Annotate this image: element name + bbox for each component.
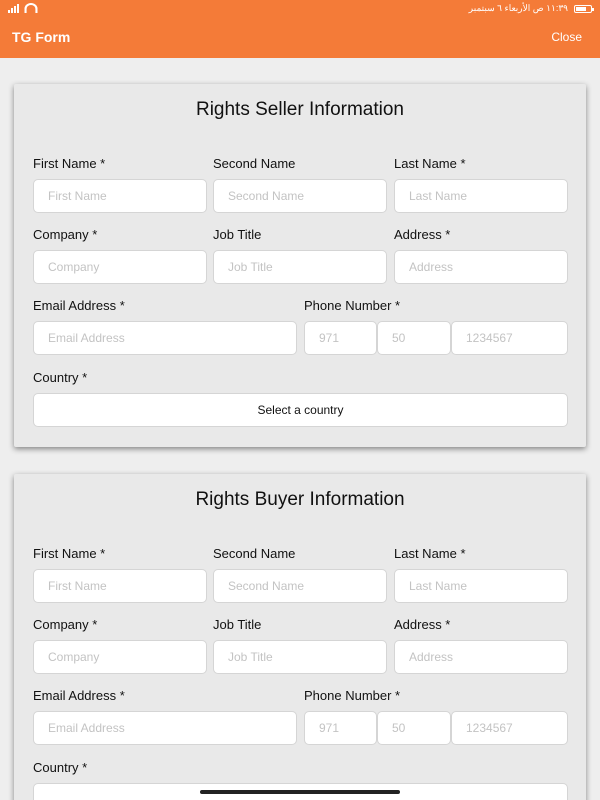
seller-address-input[interactable] bbox=[394, 250, 568, 284]
buyer-company-placeholder: Company bbox=[48, 650, 100, 664]
buyer-email-input[interactable] bbox=[33, 711, 297, 745]
status-time-date: ١١:٣٩ ص الأربعاء ٦ سبتمبر bbox=[468, 3, 568, 13]
buyer-job-title-input[interactable] bbox=[213, 640, 387, 674]
buyer-first-name-label: First Name * bbox=[33, 546, 106, 561]
seller-address-placeholder: Address bbox=[409, 260, 454, 274]
seller-phone-area-placeholder: 50 bbox=[392, 331, 406, 345]
app-title: TG Form bbox=[12, 29, 71, 45]
buyer-company-input[interactable] bbox=[33, 640, 207, 674]
buyer-first-name-placeholder: First Name bbox=[48, 579, 107, 593]
cellular-signal-icon bbox=[8, 4, 19, 13]
seller-phone-number-placeholder: 1234567 bbox=[466, 331, 513, 345]
buyer-phone-number-placeholder: 1234567 bbox=[466, 721, 513, 735]
buyer-company-label: Company * bbox=[33, 617, 98, 632]
seller-first-name-input[interactable] bbox=[33, 179, 207, 213]
seller-country-label: Country * bbox=[33, 370, 88, 385]
seller-job-title-placeholder: Job Title bbox=[228, 260, 273, 274]
seller-company-label: Company * bbox=[33, 227, 98, 242]
wifi-icon bbox=[24, 3, 37, 13]
seller-job-title-input[interactable] bbox=[213, 250, 387, 284]
seller-card-title: Rights Seller Information bbox=[195, 99, 405, 120]
battery-icon bbox=[574, 5, 592, 13]
seller-second-name-label: Second Name bbox=[213, 156, 296, 171]
seller-last-name-label: Last Name * bbox=[394, 156, 466, 171]
status-left bbox=[8, 3, 37, 13]
status-bar bbox=[0, 0, 600, 18]
buyer-phone-label: Phone Number * bbox=[304, 688, 401, 703]
seller-phone-label: Phone Number * bbox=[304, 298, 401, 313]
buyer-email-label: Email Address * bbox=[33, 688, 125, 703]
buyer-last-name-placeholder: Last Name bbox=[409, 579, 468, 593]
buyer-address-label: Address * bbox=[394, 617, 451, 632]
seller-company-input[interactable] bbox=[33, 250, 207, 284]
buyer-last-name-label: Last Name * bbox=[394, 546, 466, 561]
seller-country-select-text: Select a country bbox=[257, 403, 344, 417]
seller-phone-area-code-input[interactable] bbox=[377, 321, 451, 355]
seller-email-placeholder: Email Address bbox=[48, 331, 125, 345]
buyer-card bbox=[14, 474, 586, 800]
header-bar bbox=[0, 0, 600, 58]
buyer-phone-area-code-input[interactable] bbox=[377, 711, 451, 745]
seller-last-name-placeholder: Last Name bbox=[409, 189, 468, 203]
seller-phone-country-code-input[interactable] bbox=[304, 321, 377, 355]
seller-second-name-placeholder: Second Name bbox=[228, 189, 305, 203]
seller-first-name-placeholder: First Name bbox=[48, 189, 107, 203]
buyer-card-title: Rights Buyer Information bbox=[195, 489, 405, 510]
buyer-second-name-label: Second Name bbox=[213, 546, 296, 561]
seller-company-placeholder: Company bbox=[48, 260, 100, 274]
seller-card bbox=[14, 84, 586, 447]
seller-address-label: Address * bbox=[394, 227, 451, 242]
buyer-phone-area-placeholder: 50 bbox=[392, 721, 406, 735]
buyer-address-input[interactable] bbox=[394, 640, 568, 674]
seller-email-label: Email Address * bbox=[33, 298, 125, 313]
seller-last-name-input[interactable] bbox=[394, 179, 568, 213]
seller-first-name-label: First Name * bbox=[33, 156, 106, 171]
buyer-address-placeholder: Address bbox=[409, 650, 454, 664]
close-button[interactable]: Close bbox=[551, 30, 582, 44]
buyer-phone-country-placeholder: 971 bbox=[319, 721, 340, 735]
seller-phone-number-input[interactable] bbox=[451, 321, 568, 355]
seller-job-title-label: Job Title bbox=[213, 227, 262, 242]
seller-country-select[interactable] bbox=[33, 393, 568, 427]
buyer-job-title-label: Job Title bbox=[213, 617, 262, 632]
home-indicator[interactable] bbox=[200, 790, 400, 794]
seller-phone-country-placeholder: 971 bbox=[319, 331, 340, 345]
buyer-job-title-placeholder: Job Title bbox=[228, 650, 273, 664]
buyer-second-name-input[interactable] bbox=[213, 569, 387, 603]
buyer-phone-country-code-input[interactable] bbox=[304, 711, 377, 745]
buyer-phone-number-input[interactable] bbox=[451, 711, 568, 745]
buyer-last-name-input[interactable] bbox=[394, 569, 568, 603]
buyer-email-placeholder: Email Address bbox=[48, 721, 125, 735]
seller-second-name-input[interactable] bbox=[213, 179, 387, 213]
buyer-country-label: Country * bbox=[33, 760, 88, 775]
seller-email-input[interactable] bbox=[33, 321, 297, 355]
buyer-second-name-placeholder: Second Name bbox=[228, 579, 305, 593]
buyer-first-name-input[interactable] bbox=[33, 569, 207, 603]
status-right bbox=[469, 3, 592, 14]
